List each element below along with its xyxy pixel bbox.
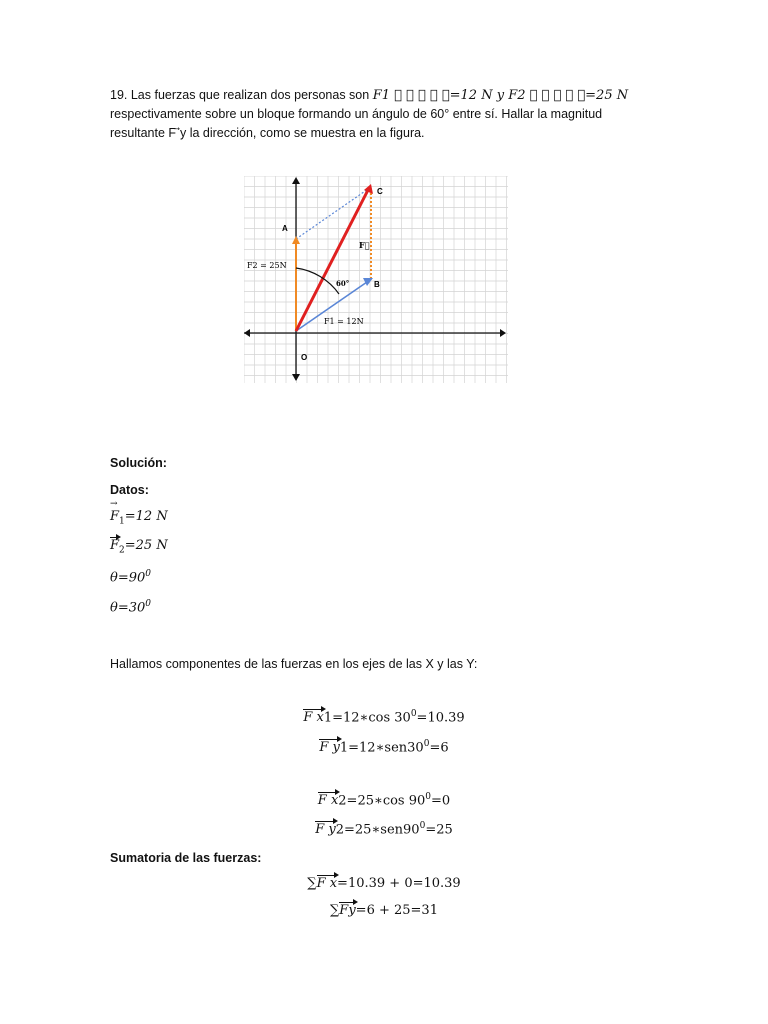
dato-theta-30	[110, 599, 151, 615]
sum-fy-result: =6 + 25=31	[355, 903, 438, 918]
eq-fx1-result: =10.39	[416, 710, 465, 726]
label-f1: F1 = 12N	[324, 317, 364, 326]
dato-f1-value: =12 N	[124, 509, 168, 524]
label-o: O	[301, 353, 308, 362]
sum-fy-sigma: ∑	[330, 903, 340, 918]
eq-fx2-sup: 0	[425, 792, 432, 802]
problem-line-2: respectivamente sobre un bloque formando un ángulo de 60° entre sí. Hallar la magnitud	[110, 107, 603, 121]
sum-fx-vector: F x	[316, 876, 338, 891]
sum-fy	[0, 903, 768, 918]
dato-theta-30-sup: 0	[145, 599, 151, 609]
eq-fy2-body: 2=25∗sen90	[335, 822, 420, 838]
solution-heading: Solución:	[110, 456, 167, 470]
vector-diagram	[244, 176, 508, 383]
sum-fx-sigma: ∑	[307, 876, 317, 891]
sum-fx	[0, 876, 768, 891]
dato-f1-sub: 1	[119, 516, 125, 527]
label-f2: F2 = 25N	[247, 261, 287, 270]
sum-fy-vector: Fy	[339, 903, 356, 918]
eq-fx1-vector: F x	[303, 710, 324, 726]
eq-fy1-body: 1=12∗sen30	[339, 740, 424, 756]
dato-f1	[110, 509, 168, 527]
eq-fx1-body: 1=12∗cos 30	[323, 710, 411, 726]
sum-fx-result: =10.39 + 0=10.39	[337, 876, 461, 891]
equation-fx2	[0, 792, 768, 808]
dato-f2	[110, 538, 168, 556]
dato-theta-90-text: θ=90	[110, 570, 146, 586]
eq-fy2-result: =25	[425, 822, 453, 838]
problem-force-values: F1 ⃗ ⃗ ⃗ ⃗ ⃗=12 N y F2 ⃗ ⃗ ⃗ ⃗ ⃗=25 N	[372, 88, 629, 103]
dato-f2-symbol: F	[110, 538, 120, 553]
label-a: A	[282, 224, 288, 233]
equation-fy2	[0, 821, 768, 837]
eq-fx1-sup: 0	[410, 709, 417, 719]
sum-heading: Sumatoria de las fuerzas:	[110, 851, 262, 865]
eq-fy1-result: =6	[429, 740, 449, 756]
problem-statement	[110, 86, 650, 143]
dato-f1-symbol: F →	[110, 509, 119, 524]
label-angle: 60°	[336, 279, 350, 288]
eq-fx2-vector: F x	[317, 793, 339, 809]
eq-fy1-sup: 0	[423, 739, 430, 749]
label-b: B	[374, 280, 380, 289]
eq-fy2-vector: F y	[315, 822, 336, 838]
equation-fy1	[0, 739, 768, 755]
eq-fx2-body: 2=25∗cos 90	[338, 793, 426, 809]
dato-f2-sub: 2	[119, 545, 125, 556]
label-f-resultant: F⃗	[359, 240, 370, 250]
label-c: C	[377, 187, 383, 196]
datos-heading: Datos:	[110, 483, 149, 497]
eq-fy2-sup: 0	[419, 821, 426, 831]
dato-theta-30-text: θ=30	[110, 600, 146, 616]
dato-theta-90-sup: 0	[145, 569, 151, 579]
equation-fx1	[0, 709, 768, 725]
eq-fy1-vector: F y	[319, 740, 340, 756]
problem-intro: 19. Las fuerzas que realizan dos personas son	[110, 88, 370, 102]
components-heading: Hallamos componentes de las fuerzas en los ejes de las X y las Y:	[110, 657, 478, 671]
dato-f2-value: =25 N	[124, 538, 168, 553]
eq-fx2-result: =0	[431, 793, 451, 809]
problem-line-3: resultante F ⃗y la dirección, como se muestra en la figura.	[110, 126, 425, 140]
dato-theta-90	[110, 569, 151, 585]
problem-line-1	[110, 86, 650, 105]
